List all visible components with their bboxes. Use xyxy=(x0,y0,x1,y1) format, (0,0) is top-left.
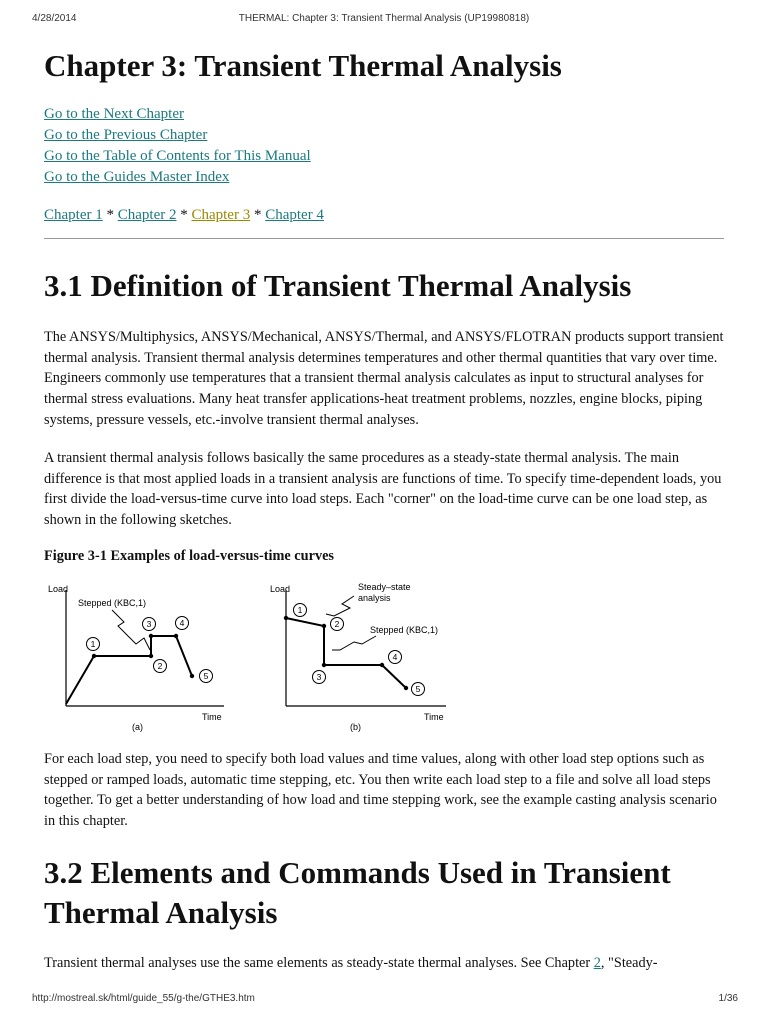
figure-b-point-3: 3 xyxy=(316,672,322,682)
figure-b-callout-steady-2: analysis xyxy=(358,593,391,603)
chapter-4-link[interactable]: Chapter 4 xyxy=(265,207,324,223)
guides-master-index-link[interactable]: Go to the Guides Master Index xyxy=(44,169,230,185)
figure-a-labels xyxy=(48,584,222,732)
figure-b-callout-stepped: Stepped (KBC,1) xyxy=(370,625,439,635)
chapter-1-link[interactable]: Chapter 1 xyxy=(44,207,103,223)
print-footer xyxy=(0,993,768,1009)
section-3-2-text-start: Transient thermal analyses use the same elements as steady-state thermal analyses. See Chapter xyxy=(44,955,594,971)
page-title: Chapter 3: Transient Thermal Analysis xyxy=(44,48,562,83)
print-header xyxy=(0,13,768,29)
print-title: THERMAL: Chapter 3: Transient Thermal Analysis (UP19980818) xyxy=(238,13,530,24)
figure-b-sublabel: (b) xyxy=(350,722,361,732)
figure-b-point-4: 4 xyxy=(392,652,398,662)
section-3-1-heading: 3.1 Definition of Transient Thermal Analysis xyxy=(44,268,632,303)
figure-a-load-curve xyxy=(66,636,192,704)
print-page-number: 1/36 xyxy=(718,993,738,1004)
figure-b-dot-2 xyxy=(322,624,326,628)
figure-b-point-5: 5 xyxy=(415,684,421,694)
figure-b-point-2: 2 xyxy=(334,619,340,629)
figure-a-point-3: 3 xyxy=(146,619,152,629)
figure-b-dot-4 xyxy=(380,663,384,667)
chapter-separator: * xyxy=(106,207,114,223)
figure-a-dot-2 xyxy=(149,654,153,658)
figure-a-sublabel: (a) xyxy=(132,722,143,732)
figure-a-callout-leader xyxy=(112,610,150,650)
next-chapter-link[interactable]: Go to the Next Chapter xyxy=(44,106,184,122)
figure-a-dot-1 xyxy=(92,654,96,658)
chapter-separator: * xyxy=(180,207,188,223)
figure-a-ylabel: Load xyxy=(48,584,69,594)
section-3-1-paragraph-3: For each load step, you need to specify both load values and time values, along with other load step options such as stepped or ramped loads, automatic time stepping, etc. You then write each load step to a file and solve all load steps together. To get a better understanding of how load and time stepping work, see the example casting analysis scenario in this chapter. xyxy=(44,751,717,830)
section-3-1-paragraph-1: The ANSYS/Multiphysics, ANSYS/Mechanical, ANSYS/Thermal, and ANSYS/FLOTRAN products support transient thermal analysis. Transient thermal analysis determines temperatures and other thermal quantities that vary over time. Engineers commonly use temperatures that a transient thermal analysis calculates as input to structural analyses for thermal stress evaluations. Many heat transfer applications-heat treatment problems, nozzles, engine blocks, piping systems, pressure vessels, etc.-involve transient thermal analyses. xyxy=(44,329,724,428)
figure-a-dot-3 xyxy=(149,634,153,638)
table-of-contents-link[interactable]: Go to the Table of Contents for This Manual xyxy=(44,148,311,164)
chapter-3-link[interactable]: Chapter 3 xyxy=(191,207,251,223)
figure-b-callout-steady: Steady–state xyxy=(358,582,411,592)
divider xyxy=(44,238,724,239)
section-3-1-paragraph-2: A transient thermal analysis follows basically the same procedures as a steady-state thermal analysis. The main difference is that most applied loads in a transient analysis are functions of time. To specify time-dependent loads, you first divide the load-versus-time curve into load steps. Each "corner" on the load-time curve can be one load step, as shown in the following sketches. xyxy=(44,450,722,529)
figure-b-steady-leader xyxy=(326,596,354,616)
figure-a-point-4: 4 xyxy=(179,618,185,628)
figure-a-callout: Stepped (KBC,1) xyxy=(78,598,147,608)
chapter-2-link[interactable]: Chapter 2 xyxy=(117,207,177,223)
section-3-2-text-end: , "Steady- xyxy=(600,955,658,971)
load-time-figure xyxy=(44,578,474,738)
figure-b-dot-1 xyxy=(284,616,288,620)
chapter-2-inline-link[interactable]: 2 xyxy=(593,955,601,971)
figure-b-ylabel: Load xyxy=(270,584,291,594)
figure-b-dot-3 xyxy=(322,663,326,667)
print-date: 4/28/2014 xyxy=(32,13,77,24)
figure-b-point-1: 1 xyxy=(297,605,303,615)
figure-a-dot-5 xyxy=(190,674,194,678)
figure-b xyxy=(284,590,446,706)
figure-a-point-1: 1 xyxy=(90,639,96,649)
figure-a-point-2: 2 xyxy=(157,661,163,671)
figure-a-point-5: 5 xyxy=(203,671,209,681)
figure-a-dot-4 xyxy=(174,634,178,638)
nav-links xyxy=(44,104,311,188)
chapter-links xyxy=(44,205,324,226)
figure-caption: Figure 3-1 Examples of load-versus-time curves xyxy=(44,548,335,564)
print-url: http://mostreal.sk/html/guide_55/g-the/GTHE3.htm xyxy=(32,993,255,1004)
section-3-2-paragraph xyxy=(44,953,726,974)
figure-b-stepped-leader xyxy=(332,636,376,650)
chapter-separator: * xyxy=(253,207,262,223)
previous-chapter-link[interactable]: Go to the Previous Chapter xyxy=(44,127,208,143)
section-3-2-heading: 3.2 Elements and Commands Used in Transient Thermal Analysis xyxy=(44,855,671,930)
figure-b-dot-5 xyxy=(404,686,408,690)
figure-a-xlabel: Time xyxy=(202,712,222,722)
figure-b-xlabel: Time xyxy=(424,712,444,722)
